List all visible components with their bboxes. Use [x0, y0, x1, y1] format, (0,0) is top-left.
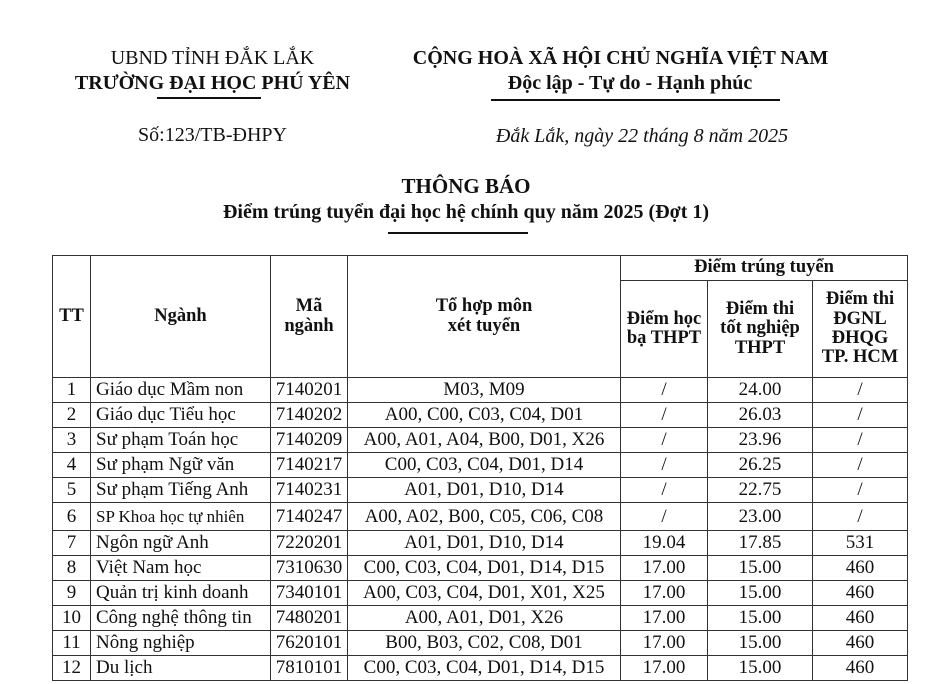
- cell-nganh: Sư phạm Tiếng Anh: [91, 478, 271, 503]
- table-row: [53, 403, 908, 428]
- cell-to-hop: C00, C03, C04, D01, D14: [348, 453, 621, 478]
- table-row: [53, 556, 908, 581]
- national-motto: Độc lập - Tự do - Hạnh phúc: [507, 72, 753, 94]
- cell-nganh: Công nghệ thông tin: [91, 606, 271, 631]
- cell-dgnl: /: [813, 478, 908, 503]
- admission-scores-table: [52, 255, 908, 681]
- cell-nganh: Việt Nam học: [91, 556, 271, 581]
- notice-title: THÔNG BÁO: [401, 174, 531, 198]
- header-to-hop-line2: xét tuyển: [447, 315, 521, 336]
- cell-dgnl: 460: [813, 656, 908, 681]
- cell-dgnl: /: [813, 428, 908, 453]
- header-tt: TT: [53, 256, 91, 378]
- cell-ma-nganh: 7140217: [271, 453, 348, 478]
- cell-to-hop: A00, C03, C04, D01, X01, X25: [348, 581, 621, 606]
- header-dgnl-line2: ĐGNL: [833, 308, 887, 329]
- issuing-authority: UBND TỈNH ĐẮK LẮK: [110, 47, 315, 69]
- header-ma-nganh: [271, 256, 348, 378]
- cell-dgnl: 460: [813, 606, 908, 631]
- header-hoc-ba: [621, 281, 708, 378]
- header-dgnl-line3: ĐHQG: [831, 328, 889, 348]
- cell-tt: 3: [53, 428, 91, 453]
- header-tot-nghiep: [708, 281, 813, 378]
- cell-hoc-ba: 17.00: [621, 556, 708, 581]
- motto-underline: [491, 99, 780, 101]
- cell-ma-nganh: 7140201: [271, 378, 348, 403]
- cell-tot-nghiep: 26.25: [708, 453, 813, 478]
- cell-tot-nghiep: 17.85: [708, 531, 813, 556]
- cell-dgnl: 460: [813, 556, 908, 581]
- institution-underline: [157, 97, 261, 99]
- cell-ma-nganh: 7220201: [271, 531, 348, 556]
- cell-tot-nghiep: 24.00: [708, 378, 813, 403]
- cell-nganh: Ngôn ngữ Anh: [91, 531, 271, 556]
- cell-tt: 7: [53, 531, 91, 556]
- cell-to-hop: A00, A02, B00, C05, C06, C08: [348, 503, 621, 531]
- cell-ma-nganh: 7340101: [271, 581, 348, 606]
- header-tot-nghiep-line2: tốt nghiệp: [720, 318, 800, 339]
- cell-hoc-ba: 17.00: [621, 581, 708, 606]
- cell-tt: 11: [53, 631, 91, 656]
- table-row: [53, 378, 908, 403]
- cell-tot-nghiep: 26.03: [708, 403, 813, 428]
- cell-to-hop: A00, A01, A04, B00, D01, X26: [348, 428, 621, 453]
- header-group-diem-trung-tuyen: Điểm trúng tuyển: [621, 256, 908, 281]
- cell-tot-nghiep: 15.00: [708, 656, 813, 681]
- cell-tt: 12: [53, 656, 91, 681]
- table-row: [53, 606, 908, 631]
- national-title: CỘNG HOÀ XÃ HỘI CHỦ NGHĨA VIỆT NAM: [412, 47, 829, 69]
- table-row: [53, 453, 908, 478]
- cell-hoc-ba: /: [621, 403, 708, 428]
- cell-nganh: Sư phạm Toán học: [91, 428, 271, 453]
- header-hoc-ba-line2: bạ THPT: [626, 328, 702, 348]
- cell-hoc-ba: /: [621, 453, 708, 478]
- header-to-hop: [348, 256, 621, 378]
- cell-nganh: Giáo dục Tiểu học: [91, 403, 271, 428]
- header-to-hop-line1: Tổ hợp môn: [435, 296, 533, 317]
- subtitle-underline: [388, 232, 528, 234]
- cell-tot-nghiep: 23.00: [708, 503, 813, 531]
- cell-ma-nganh: 7140209: [271, 428, 348, 453]
- cell-tt: 1: [53, 378, 91, 403]
- cell-tt: 5: [53, 478, 91, 503]
- table-row: [53, 503, 908, 531]
- cell-dgnl: 460: [813, 581, 908, 606]
- cell-tot-nghiep: 22.75: [708, 478, 813, 503]
- header-dgnl: [813, 281, 908, 378]
- cell-ma-nganh: 7480201: [271, 606, 348, 631]
- table-row: [53, 531, 908, 556]
- cell-tot-nghiep: 15.00: [708, 581, 813, 606]
- cell-hoc-ba: 19.04: [621, 531, 708, 556]
- cell-tt: 6: [53, 503, 91, 531]
- cell-to-hop: A01, D01, D10, D14: [348, 478, 621, 503]
- cell-to-hop: C00, C03, C04, D01, D14, D15: [348, 656, 621, 681]
- header-hoc-ba-line1: Điểm học: [626, 308, 702, 329]
- cell-dgnl: 531: [813, 531, 908, 556]
- cell-dgnl: /: [813, 403, 908, 428]
- cell-nganh: Nông nghiệp: [91, 631, 271, 656]
- cell-to-hop: M03, M09: [348, 378, 621, 403]
- cell-to-hop: B00, B03, C02, C08, D01: [348, 631, 621, 656]
- cell-dgnl: /: [813, 378, 908, 403]
- cell-nganh: Giáo dục Mầm non: [91, 378, 271, 403]
- cell-tot-nghiep: 23.96: [708, 428, 813, 453]
- cell-to-hop: C00, C03, C04, D01, D14, D15: [348, 556, 621, 581]
- header-tot-nghiep-line1: Điểm thi: [725, 298, 795, 319]
- cell-hoc-ba: /: [621, 503, 708, 531]
- document-number: Số:123/TB-ĐHPY: [138, 124, 287, 146]
- table-row: [53, 581, 908, 606]
- cell-tot-nghiep: 15.00: [708, 606, 813, 631]
- cell-ma-nganh: 7310630: [271, 556, 348, 581]
- table-row: [53, 656, 908, 681]
- institution-name: TRƯỜNG ĐẠI HỌC PHÚ YÊN: [74, 72, 351, 94]
- cell-nganh: Du lịch: [91, 656, 271, 681]
- cell-to-hop: A00, A01, D01, X26: [348, 606, 621, 631]
- cell-tot-nghiep: 15.00: [708, 631, 813, 656]
- cell-to-hop: A00, C00, C03, C04, D01: [348, 403, 621, 428]
- cell-dgnl: /: [813, 453, 908, 478]
- cell-dgnl: 460: [813, 631, 908, 656]
- cell-ma-nganh: 7140202: [271, 403, 348, 428]
- cell-tt: 10: [53, 606, 91, 631]
- cell-nganh: SP Khoa học tự nhiên: [91, 503, 271, 531]
- cell-hoc-ba: /: [621, 478, 708, 503]
- cell-hoc-ba: /: [621, 428, 708, 453]
- cell-hoc-ba: /: [621, 378, 708, 403]
- cell-ma-nganh: 7140231: [271, 478, 348, 503]
- cell-hoc-ba: 17.00: [621, 606, 708, 631]
- cell-tt: 4: [53, 453, 91, 478]
- cell-to-hop: A01, D01, D10, D14: [348, 531, 621, 556]
- cell-ma-nganh: 7810101: [271, 656, 348, 681]
- cell-tt: 9: [53, 581, 91, 606]
- cell-nganh: Sư phạm Ngữ văn: [91, 453, 271, 478]
- cell-ma-nganh: 7140247: [271, 503, 348, 531]
- header-nganh: Ngành: [91, 256, 271, 378]
- table-row: [53, 478, 908, 503]
- table-row: [53, 428, 908, 453]
- cell-ma-nganh: 7620101: [271, 631, 348, 656]
- header-dgnl-line1: Điểm thi: [825, 289, 895, 310]
- header-tot-nghiep-line3: THPT: [734, 337, 786, 358]
- notice-subtitle: Điểm trúng tuyển đại học hệ chính quy năm 2025 (Đợt 1): [222, 201, 710, 223]
- header-dgnl-line4: TP. HCM: [821, 347, 899, 368]
- header-ma-nganh-line1: Mã: [295, 296, 323, 317]
- cell-nganh: Quản trị kinh doanh: [91, 581, 271, 606]
- header-ma-nganh-line2: ngành: [284, 315, 334, 336]
- cell-tt: 8: [53, 556, 91, 581]
- cell-dgnl: /: [813, 503, 908, 531]
- cell-hoc-ba: 17.00: [621, 631, 708, 656]
- cell-tt: 2: [53, 403, 91, 428]
- place-date: Đắk Lắk, ngày 22 tháng 8 năm 2025: [495, 125, 789, 147]
- table-row: [53, 631, 908, 656]
- cell-tot-nghiep: 15.00: [708, 556, 813, 581]
- cell-hoc-ba: 17.00: [621, 656, 708, 681]
